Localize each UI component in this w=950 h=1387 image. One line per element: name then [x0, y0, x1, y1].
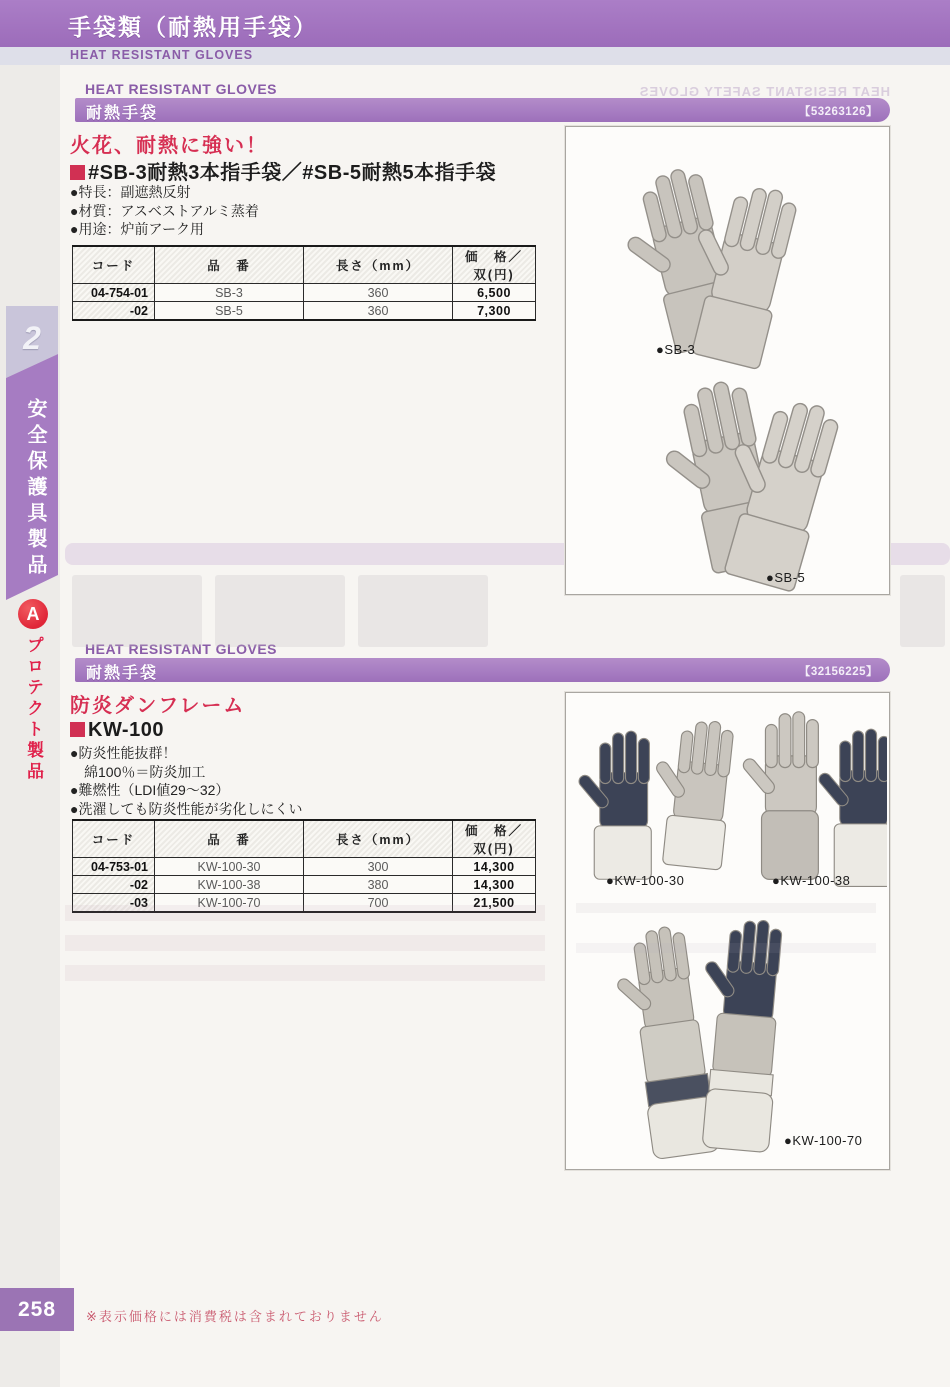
- table-header-row: [73, 246, 536, 284]
- photo-label-sb5: ●SB-5: [766, 570, 806, 585]
- product-photo-box-sb: [565, 126, 890, 595]
- cell-length: 360: [304, 284, 453, 302]
- photo-label-kw70: ●KW-100-70: [784, 1133, 863, 1148]
- header-length: 長さ（mm）: [304, 246, 453, 284]
- table-row: [73, 284, 536, 302]
- feature-item: ●洗濯しても防炎性能が劣化しにくい: [70, 800, 303, 817]
- cell-item: SB-5: [155, 302, 304, 321]
- chapter-tab: [6, 306, 58, 606]
- cell-price: 14,300: [453, 876, 536, 894]
- category-banner: [0, 0, 950, 47]
- cell-code: 04-754-01: [73, 284, 155, 302]
- bleedthrough-text: HEAT RESISTANT SAFETY GLOVES: [638, 84, 890, 99]
- header-code: コード: [73, 820, 155, 858]
- product-title: [70, 719, 164, 742]
- section-code: 【32156225】: [798, 666, 878, 678]
- table-row: [73, 894, 536, 913]
- tax-footnote: ※表示価格には消費税は含まれておりません: [86, 1309, 384, 1324]
- feature-list: [70, 183, 259, 239]
- feature-item: ●材質：アスベストアルミ蒸着: [70, 202, 259, 219]
- cell-price: 6,500: [453, 284, 536, 302]
- series-badge: A: [18, 599, 48, 629]
- red-square-icon: [70, 165, 85, 180]
- cell-length: 700: [304, 894, 453, 913]
- section-title: 耐熱手袋: [86, 665, 159, 682]
- header-item: 品 番: [155, 246, 304, 284]
- header-price: 価 格／双(円): [453, 246, 536, 284]
- feature-item: ●難燃性（LDI値29～32）: [70, 782, 230, 798]
- chapter-label: 安全保護具製品: [24, 398, 46, 580]
- glove-photo-kw: [566, 693, 887, 1167]
- series-label: プロテクト製品: [24, 636, 43, 783]
- cell-length: 380: [304, 876, 453, 894]
- catchphrase: 防炎ダンフレーム: [70, 695, 246, 717]
- header-code: コード: [73, 246, 155, 284]
- header-price: 価 格／双(円): [453, 820, 536, 858]
- product-title: [70, 156, 496, 185]
- table-row: [73, 302, 536, 321]
- product-photo-box-kw: [565, 692, 890, 1170]
- cell-item: KW-100-38: [155, 876, 304, 894]
- photo-label-kw38: ●KW-100-38: [772, 873, 851, 888]
- chapter-number: 2: [23, 320, 41, 356]
- cell-length: 300: [304, 858, 453, 876]
- cell-item: SB-3: [155, 284, 304, 302]
- cell-length: 360: [304, 302, 453, 321]
- cell-code: -02: [73, 302, 155, 321]
- catchphrase: 火花、耐熱に強い！: [70, 135, 268, 157]
- category-subtitle: HEAT RESISTANT GLOVES: [70, 48, 254, 62]
- feature-item: ●防炎性能抜群！: [70, 745, 177, 761]
- cell-item: KW-100-70: [155, 894, 304, 913]
- section-eyebrow: HEAT RESISTANT GLOVES: [85, 641, 277, 657]
- product-title-text: KW-100: [88, 719, 164, 741]
- section-code: 【53263126】: [798, 106, 878, 118]
- feature-item: 綿100％＝防炎加工: [84, 763, 206, 780]
- category-title: 手袋類（耐熱用手袋）: [68, 14, 318, 40]
- cell-code: -02: [73, 876, 155, 894]
- product-title-text: #SB-3耐熱3本指手袋／#SB-5耐熱5本指手袋: [88, 162, 497, 184]
- table-row: [73, 858, 536, 876]
- feature-item: ●用途：炉前アーク用: [70, 221, 205, 237]
- cell-code: -03: [73, 894, 155, 913]
- cell-price: 7,300: [453, 302, 536, 321]
- photo-label-kw30: ●KW-100-30: [606, 873, 685, 888]
- page-number: 258: [0, 1288, 74, 1331]
- section-title: 耐熱手袋: [86, 105, 159, 122]
- cell-price: 21,500: [453, 894, 536, 913]
- category-banner-sub: [0, 47, 950, 65]
- spec-table-sb: [72, 245, 536, 321]
- glove-photo-sb: [566, 127, 887, 592]
- section-eyebrow: HEAT RESISTANT GLOVES: [85, 81, 277, 97]
- table-row: [73, 876, 536, 894]
- table-header-row: [73, 820, 536, 858]
- section-title-bar: [75, 98, 890, 122]
- section-title-bar: [75, 658, 890, 682]
- cell-code: 04-753-01: [73, 858, 155, 876]
- photo-label-sb3: ●SB-3: [656, 342, 696, 357]
- header-length: 長さ（mm）: [304, 820, 453, 858]
- feature-item: ●特長：副遮熱反射: [70, 184, 191, 200]
- spec-table-kw: [72, 819, 536, 913]
- header-item: 品 番: [155, 820, 304, 858]
- cell-price: 14,300: [453, 858, 536, 876]
- cell-item: KW-100-30: [155, 858, 304, 876]
- red-square-icon: [70, 722, 85, 737]
- feature-list: [70, 744, 302, 818]
